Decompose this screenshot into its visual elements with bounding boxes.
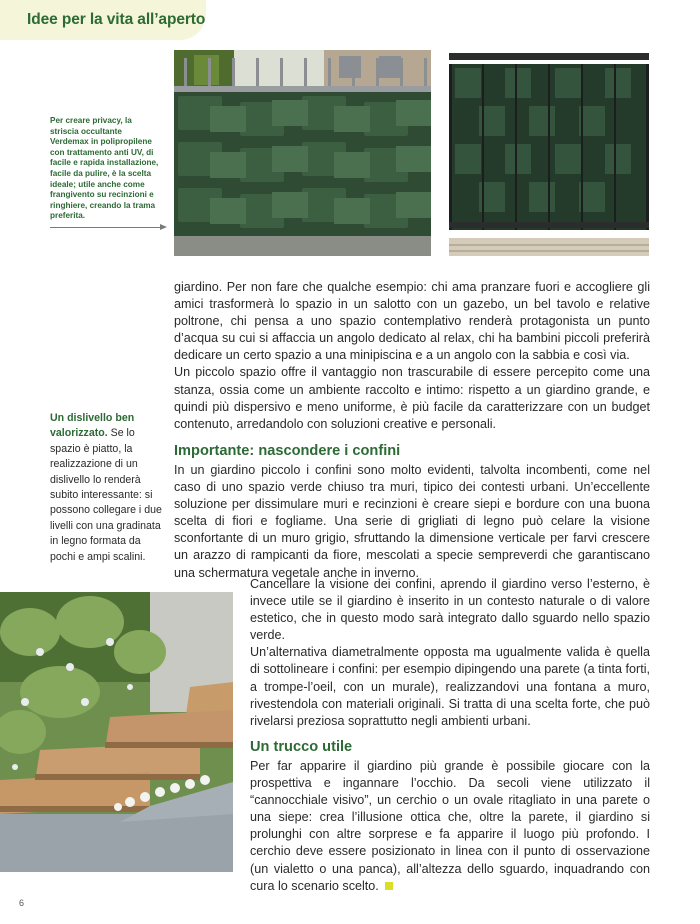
photo-privacy-fence	[174, 50, 431, 256]
caption-pointer-arrow-icon	[160, 224, 167, 230]
heading-hide-boundaries: Importante: nascondere i confini	[174, 443, 401, 459]
photo-woven-strip-detail	[449, 50, 649, 256]
page-number: 6	[19, 898, 25, 908]
paragraph-small-space: Un piccolo spazio offre il vantaggio non trascurabile di essere percepito come una stanza, ossia come un ambiente raccolto e intimo: rispetto a un giardino grande, e quindi più dispersivo e meno uniforme, è più facile da caratterizzare con un budget contenuto, arredandolo con soluzioni creative e personali.	[174, 365, 650, 431]
steps-photo-caption	[50, 411, 162, 565]
paragraph-emphasize-boundaries: Un’alternativa diametralmente opposta ma ugualmente valida è quella di sottolineare i confini: per esempio dipingendo una parete (a tinta forti, a trompe-l’oeil, con un murale), realizzandovi una fontana a muro, rivestendola con materiali originali. Si tratta di una scelta forte, che può rivelarsi preziosa soprattutto negli ambienti urbani.	[250, 645, 650, 728]
section-title: Idee per la vita all’aperto	[27, 11, 206, 28]
section-header-tab	[0, 0, 206, 40]
heading-useful-trick: Un trucco utile	[250, 739, 353, 755]
caption-pointer-line	[50, 227, 162, 228]
paragraph-open-view: Cancellare la visione dei confini, aprendo il giardino verso l’esterno, è invece utile se il giardino è inserito in un contesto naturale o di valore estetico, che in questo modo sarà integrato dallo sguardo nello spazio verde.	[250, 577, 650, 643]
fence-photo-caption: Per creare privacy, la striscia occultante Verdemax in polipropilene con trattamento anti UV, di facile e rapida installazione, facile da pulire, è la scelta ideale; utile anche come frangivento su recinzioni e ringhiere, creando la trama preferita.	[50, 116, 159, 221]
body-text-block-3	[250, 758, 650, 895]
photo-wooden-garden-steps	[0, 592, 233, 872]
steps-caption-body: Se lo spazio è piatto, la realizzazione di un dislivello lo renderà subito interessante: si possono collegare i due livelli con una gradinata in legno formata da pochi e ampi scalini.	[50, 427, 162, 563]
body-text-block-2	[250, 576, 650, 730]
paragraph-perspective-trick: Per far apparire il giardino più grande è possibile giocare con la prospettiva e ingannare l’occhio. Da secoli viene utilizzato il “cannocchiale visivo”, un cerchio o un ovale ritagliato in una parete o una siepe: crea l’illusione ottica che, oltre la parete, il giardino si prolunghi con altre sorprese e fa apparire il luogo più profondo. I cerchio deve essere posizionato in linea con il punto di osservazione (un vialetto o una panca), all’altezza dello sguardo, inquadrando con cura lo scenario scelto.	[250, 759, 650, 893]
paragraph-boundaries: In un giardino piccolo i confini sono molto evidenti, talvolta incombenti, come nel caso di uno spazio verde chiuso tra muri, tipico dei contesti urbani. Un’eccellente soluzione per dissimulare muri e recinzioni è creare siepi e bordure con una buona scelta di fiori e fogliame. Una serie di grigliati di legno può celare la visione sconfortante di un muro grigio, sfruttando la dimensione verticale per farvi crescere un arazzo di rampicanti da fiore, mescolati a specie sempreverdi che garantiscano una schermatura vegetale anche in inverno.	[174, 463, 650, 580]
body-text-block-1	[174, 279, 650, 433]
paragraph-intro-examples: giardino. Per non fare che qualche esempio: chi ama pranzare fuori e accogliere gli amici trasformerà lo spazio in un salotto con un gazebo, un bel tavolo e relative poltrone, chi pensa a uno spazio contemplativo renderà protagonista un punto d’acqua su cui si affaccia un angolo dedicato al relax, chi ha bambini piccoli preferirà dedicare un certo spazio a una minipiscina e a un angolo con la sabbia e così via.	[174, 280, 650, 363]
steps-caption-title: Un dislivello ben valorizzato.	[50, 412, 135, 440]
end-of-article-square-icon	[385, 882, 393, 890]
